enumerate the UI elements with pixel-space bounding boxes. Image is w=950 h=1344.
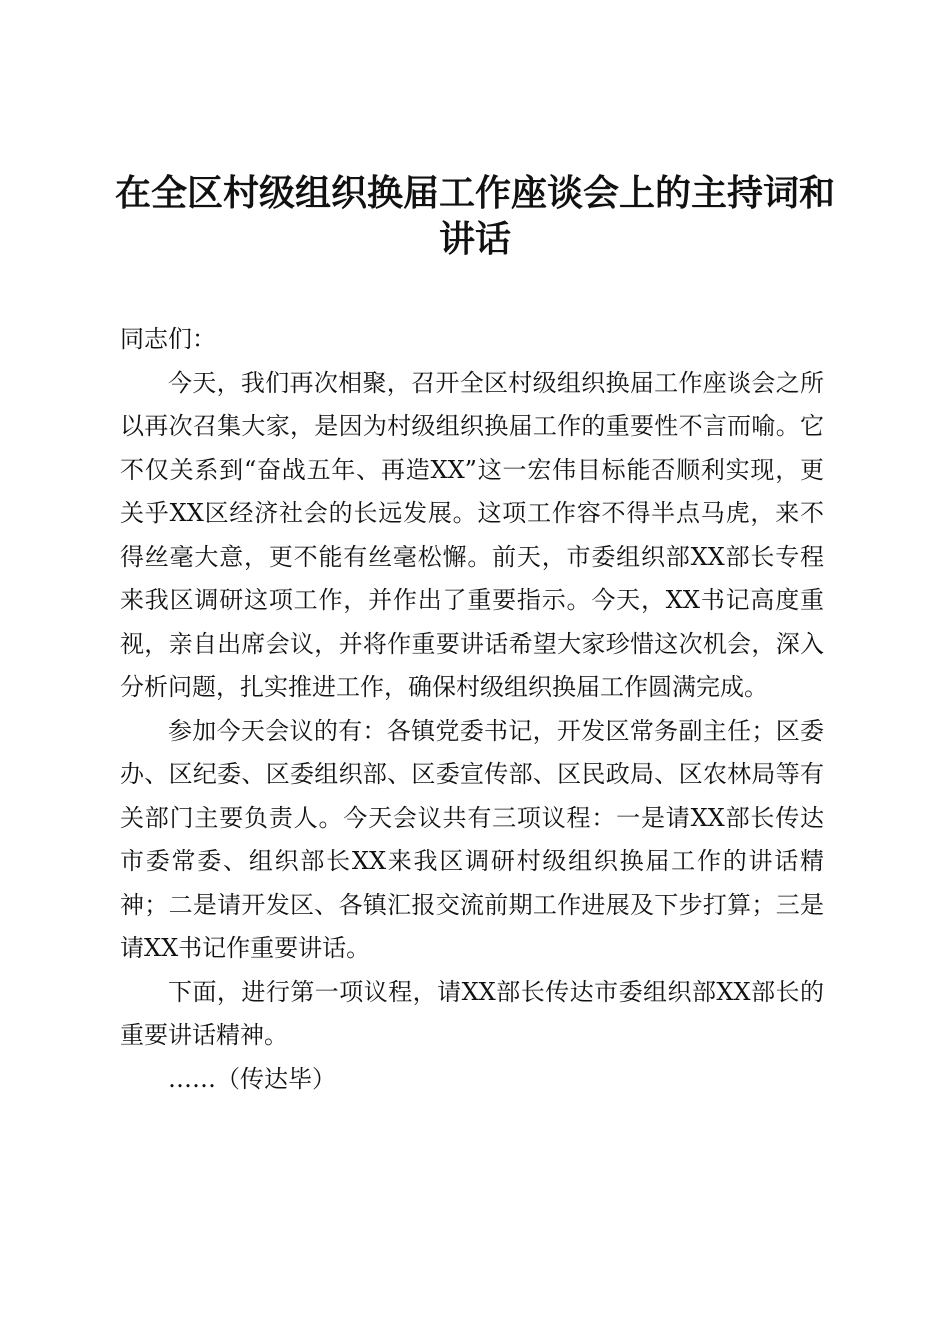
salutation: 同志们：: [120, 325, 216, 353]
paragraph-attendees-agenda: 参加今天会议的有：各镇党委书记，开发区常务副主任；区委办、区纪委、区委组织部、区委宣传部、区民政局、区农林局等有关部门主要负责人。今天会议共有三项议程：一是请XX部长传达市委常委、组织部长XX来我区调研村级组织换届工作的讲话精神；二是请开发区、各镇汇报交流前期工作进展及下步打算；三是请XX书记作重要讲话。: [120, 716, 824, 962]
paragraph-relay-done: ……（传达毕）: [168, 1064, 336, 1093]
document-body: [120, 318, 824, 1101]
document-title: 在全区村级组织换届工作座谈会上的主持词和讲话: [114, 172, 835, 260]
paragraph-first-agenda: 下面，进行第一项议程，请XX部长传达市委组织部XX部长的重要讲话精神。: [120, 977, 824, 1049]
paragraph-opening: 今天，我们再次相聚，召开全区村级组织换届工作座谈会之所以再次召集大家，是因为村级组织换届工作的重要性不言而喻。它不仅关系到“奋战五年、再造XX”这一宏伟目标能否顺利实现，更关乎XX区经济社会的长远发展。这项工作容不得半点马虎，来不得丝毫大意，更不能有丝毫松懈。前天，市委组织部XX部长专程来我区调研这项工作，并作出了重要指示。今天，XX书记高度重视，亲自出席会议，并将作重要讲话希望大家珍惜这次机会，深入分析问题，扎实推进工作，确保村级组织换届工作圆满完成。: [120, 368, 824, 701]
